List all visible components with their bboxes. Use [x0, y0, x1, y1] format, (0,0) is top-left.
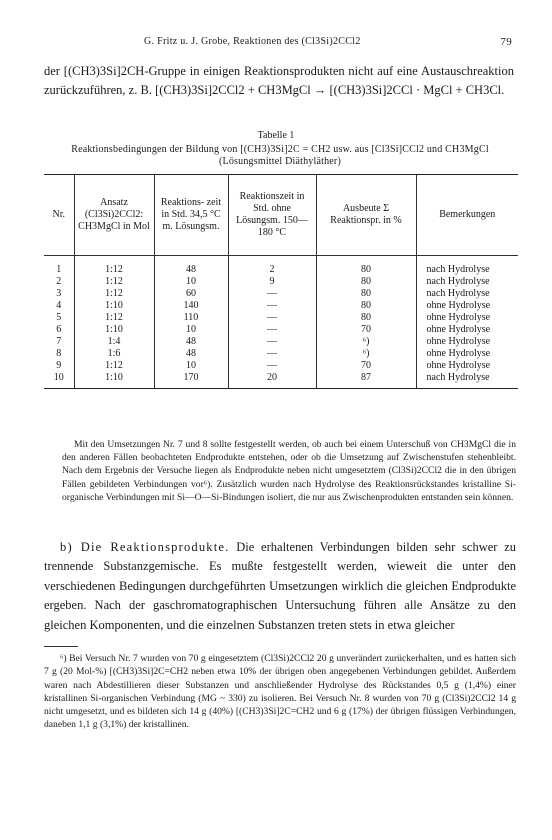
- cell-bemerkung: ohne Hydrolyse: [416, 300, 518, 312]
- cell-ausbeute: 87: [316, 372, 416, 389]
- cell-ansatz: 1:6: [74, 348, 154, 360]
- header-zeit-ohne: Reaktionszeit in Std. ohne Lösungsm. 150—180 °C: [228, 175, 316, 256]
- cell-zeit-std: 10: [154, 324, 228, 336]
- cell-zeit-ohne: —: [228, 360, 316, 372]
- cell-zeit-ohne: —: [228, 300, 316, 312]
- cell-zeit-std: 10: [154, 276, 228, 288]
- cell-zeit-ohne: —: [228, 324, 316, 336]
- cell-nr: 2: [56, 276, 62, 287]
- cell-nr: 3: [56, 288, 62, 299]
- table-spacer: [44, 256, 518, 265]
- cell-zeit-ohne: —: [228, 312, 316, 324]
- cell-ausbeute: 80: [316, 264, 416, 276]
- section-body: Die erhaltenen Verbindungen bilden sehr schwer zu trennende Substanzgemische. Es mußte festgestellt werden, wieweit die unter den verschiedenen Bedingungen durchgeführten Umsetzungen wirklich die gleichen Endprodukte ergeben. Nach der gaschromatographischen Untersuchung führen alle Ansätze zu den gleichen Komponenten, und die einzelnen Substanzen treten stets in etwa gleicher: [44, 540, 517, 632]
- header-nr: Nr.: [44, 175, 74, 256]
- page-number: 79: [500, 36, 512, 48]
- cell-bemerkung: nach Hydrolyse: [416, 372, 518, 389]
- cell-nr: 4: [56, 300, 62, 311]
- cell-ausbeute: ⁶): [316, 336, 416, 348]
- cell-bemerkung: nach Hydrolyse: [416, 276, 518, 288]
- cell-ansatz: 1:12: [74, 312, 154, 324]
- footnote: [44, 652, 516, 732]
- cell-nr: 7: [56, 336, 62, 347]
- cell-zeit-std: 170: [154, 372, 228, 389]
- table-note-text: Mit den Umsetzungen Nr. 7 und 8 sollte festgestellt werden, ob auch bei einem Unterschuß von CH3MgCl die in den anderen Fällen beobachteten Endprodukte entstehen, oder ob die Umsetzung auf Zwischenstufen stehenbleibt. Nach dem Ergebnis der Versuche liegen als Endprodukte neben nicht umgesetztem (Cl3Si)2CCl2 die in den übrigen Fällen gebildeten Verbindungen vor⁶). Zusätzlich wurden nach Hydrolyse des Reaktionsrückstandes kristalline Si-organische Verbindungen mit Si—O—Si-Bindungen isoliert, die nur aus Zwischenprodukten entstanden sein können.: [62, 439, 516, 503]
- cell-zeit-ohne: 9: [228, 276, 316, 288]
- table-caption: Reaktionsbedingungen der Bildung von [(CH3)3Si]2C = CH2 usw. aus [Cl3Si]CCl2 und CH3MgCl (Lösungsmittel Diäthyläther): [71, 144, 489, 167]
- header-zeit-std: Reaktions- zeit in Std. 34,5 °C m. Lösungsm.: [154, 175, 228, 256]
- cell-bemerkung: nach Hydrolyse: [416, 264, 518, 276]
- footnote-text: ⁶) Bei Versuch Nr. 7 wurden von 70 g eingesetztem (Cl3Si)2CCl2 20 g unverändert zurückerhalten, und es hatten sich 7 g (20 Mol-%) [(CH3)3Si]2C=CH2 neben etwa 10% der übrigen oben angegebenen Verbindungen gebildet. Außerdem waren nach Abdestillieren dieser Substanzen und anschließender Hydrolyse des Rückstandes 0,5 g (1,4%) einer kristallinen Si-organischen Verbindung (MG ~ 330) zu isolieren. Bei Versuch Nr. 8 wurden von 70 g (Cl3Si)2CCl2 14 g nicht umgesetzt, und es bildeten sich 14 g (40%) [(CH3)3Si]2C=CH2 und 6 g (17%) der übrigen flüssigen Verbindungen, daneben 1,1 g (3,1%) der kristallinen.: [44, 653, 516, 731]
- cell-ausbeute: 70: [316, 324, 416, 336]
- table-row: [44, 324, 518, 336]
- running-title: G. Fritz u. J. Grobe, Reaktionen des (Cl3Si)2CCl2: [144, 36, 361, 47]
- cell-ansatz: 1:12: [74, 276, 154, 288]
- cell-zeit-std: 110: [154, 312, 228, 324]
- cell-ansatz: 1:10: [74, 372, 154, 389]
- intro-text: der [(CH3)3Si]2CH-Gruppe in einigen Reaktionsprodukten nicht auf eine Austauschreaktion zurückzuführen, z. B. [(CH3)3Si]2CCl2 + CH3MgCl → [(CH3)3Si]2CCl · MgCl + CH3Cl.: [44, 64, 514, 97]
- table-row: [44, 348, 518, 360]
- cell-ansatz: 1:10: [74, 324, 154, 336]
- table-row: [44, 336, 518, 348]
- cell-zeit-std: 48: [154, 348, 228, 360]
- header-ausbeute: Ausbeute Σ Reaktionspr. in %: [316, 175, 416, 256]
- running-header: [44, 36, 512, 50]
- cell-zeit-ohne: 20: [228, 372, 316, 389]
- cell-ansatz: 1:12: [74, 264, 154, 276]
- cell-nr: 10: [44, 372, 74, 389]
- cell-ausbeute: 80: [316, 288, 416, 300]
- cell-ansatz: 1:12: [74, 360, 154, 372]
- table-row: [44, 276, 518, 288]
- cell-nr: 9: [56, 360, 62, 371]
- section-heading: b) Die Reaktionsprodukte.: [60, 540, 230, 554]
- table-row: [44, 300, 518, 312]
- cell-ansatz: 1:12: [74, 288, 154, 300]
- cell-bemerkung: ohne Hydrolyse: [416, 336, 518, 348]
- table-note: [62, 438, 516, 504]
- table-row: [44, 264, 518, 276]
- cell-ausbeute: 80: [316, 312, 416, 324]
- header-bemerkungen: Bemerkungen: [416, 175, 518, 256]
- intro-paragraph: [44, 62, 514, 100]
- cell-bemerkung: ohne Hydrolyse: [416, 324, 518, 336]
- reaction-conditions-table: [44, 174, 518, 389]
- footnote-rule: [44, 646, 78, 647]
- table-label: Tabelle 1: [257, 130, 295, 141]
- table-header-row: [44, 175, 518, 256]
- table-row: [44, 372, 518, 389]
- cell-nr: 5: [56, 312, 62, 323]
- table-row: [44, 312, 518, 324]
- header-ansatz: Ansatz (Cl3Si)2CCl2: CH3MgCl in Mol: [74, 175, 154, 256]
- cell-ansatz: 1:4: [74, 336, 154, 348]
- cell-bemerkung: ohne Hydrolyse: [416, 360, 518, 372]
- cell-bemerkung: ohne Hydrolyse: [416, 312, 518, 324]
- cell-zeit-std: 60: [154, 288, 228, 300]
- section-b: [44, 538, 516, 635]
- cell-zeit-ohne: 2: [228, 264, 316, 276]
- cell-ausbeute: 70: [316, 360, 416, 372]
- cell-zeit-std: 48: [154, 336, 228, 348]
- cell-ansatz: 1:10: [74, 300, 154, 312]
- cell-zeit-std: 48: [154, 264, 228, 276]
- cell-nr: 8: [56, 348, 62, 359]
- table-row: [44, 288, 518, 300]
- cell-bemerkung: ohne Hydrolyse: [416, 348, 518, 360]
- cell-ausbeute: 80: [316, 276, 416, 288]
- cell-nr: 1: [56, 264, 62, 275]
- cell-ausbeute: 80: [316, 300, 416, 312]
- section-b-paragraph: [44, 538, 516, 635]
- cell-bemerkung: nach Hydrolyse: [416, 288, 518, 300]
- table-row: [44, 360, 518, 372]
- cell-nr: 6: [56, 324, 62, 335]
- cell-ausbeute: ⁶): [316, 348, 416, 360]
- cell-zeit-ohne: —: [228, 288, 316, 300]
- cell-zeit-std: 140: [154, 300, 228, 312]
- cell-zeit-ohne: —: [228, 336, 316, 348]
- cell-zeit-ohne: —: [228, 348, 316, 360]
- cell-zeit-std: 10: [154, 360, 228, 372]
